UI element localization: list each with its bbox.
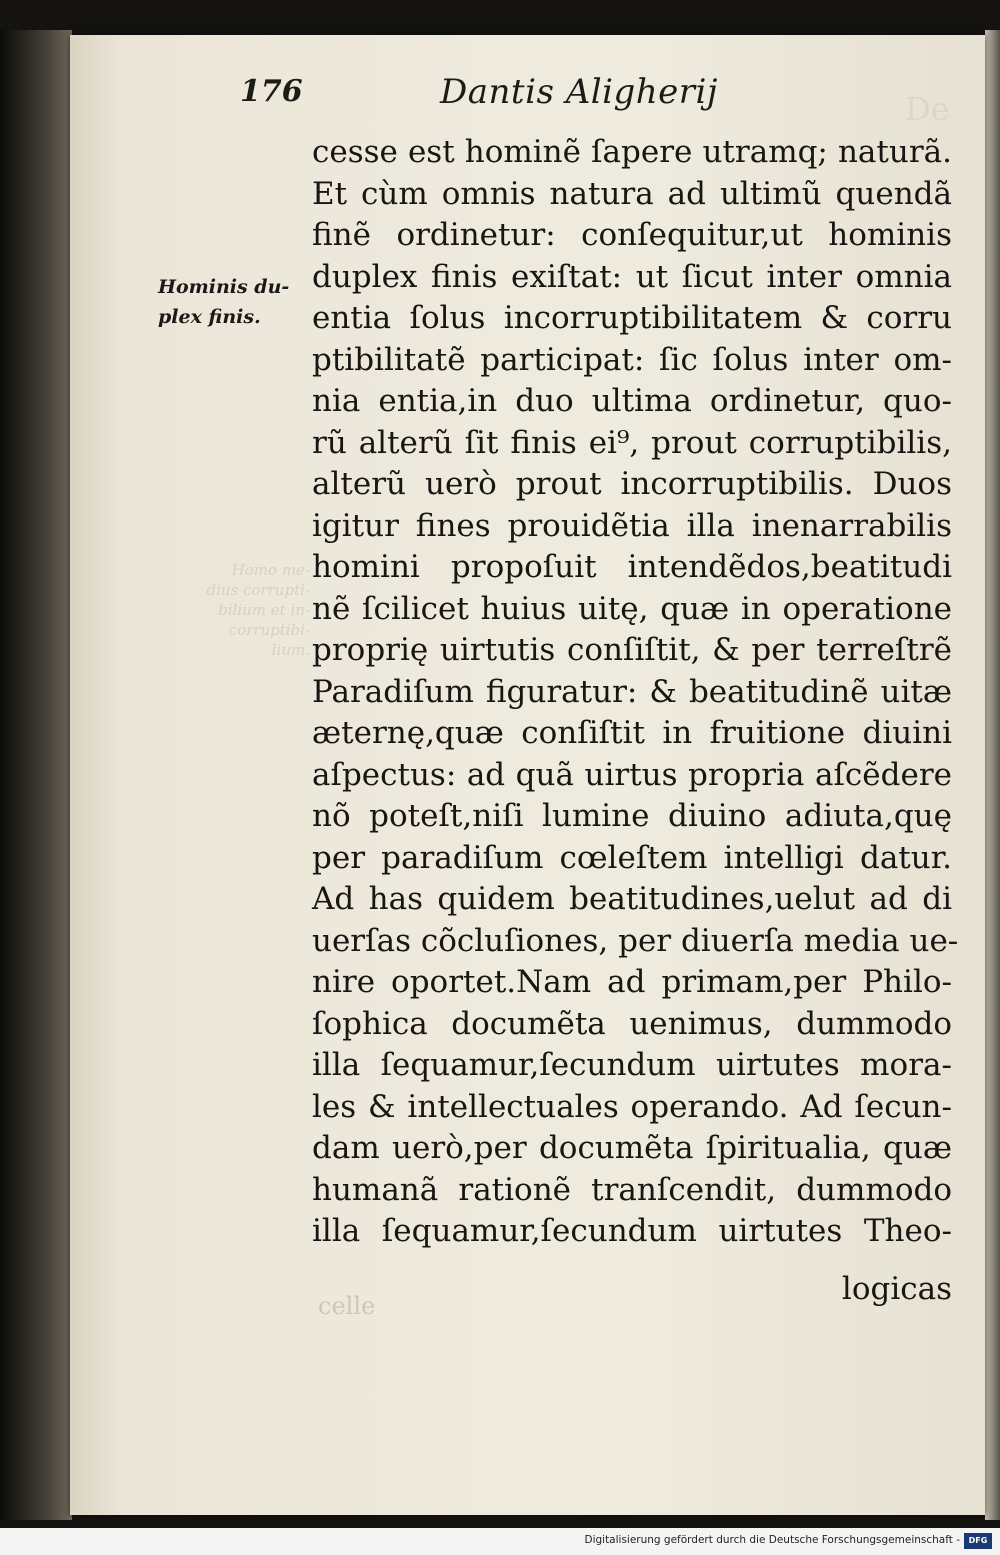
text-line: illa ſequamur,ſecundum uirtutes Theo- [312, 1213, 952, 1249]
catchword: logicas [841, 1270, 952, 1307]
text-line: uerſas cõcluſiones, per diuerſa media ue- [312, 922, 959, 959]
text-line: proprię uirtutis conſiſtit, & per terreſtrẽ [312, 632, 952, 668]
bleed-through-top: De [905, 90, 950, 128]
text-line: per paradiſum cœleſtem intelligi datur. [312, 839, 952, 876]
text-line: finẽ ordinetur: conſequitur,ut hominis [312, 217, 952, 253]
text-line: duplex finis exiſtat: ut ſicut inter omnia [312, 258, 952, 295]
text-line: humanã rationẽ tranſcendit, dummodo [312, 1171, 952, 1208]
text-line: nia entia,in duo ultima ordinetur, quo- [312, 383, 952, 419]
page-header [240, 68, 890, 124]
body-text [312, 132, 959, 1310]
text-line: homini propoſuit intendẽdos,beatitudi [312, 549, 952, 585]
text-line: ſophica documẽta uenimus, dummodo [312, 1005, 952, 1042]
text-line: cesse est hominẽ ſapere utramq; naturã. [312, 134, 952, 170]
text-line: alterũ uerò prout incorruptibilis. Duos [312, 466, 952, 502]
text-line: igitur fines prouidẽtia illa inenarrabilis [312, 507, 952, 544]
text-line: illa ſequamur,ſecundum uirtutes mora- [312, 1047, 952, 1083]
text-line: nẽ ſcilicet huius uitę, quæ in operatione [312, 590, 952, 627]
text-line: ptibilitatẽ participat: ſic ſolus inter om- [312, 341, 952, 378]
page-number: 176 [240, 74, 303, 109]
text-line: aſpectus: ad quã uirtus propria aſcẽdere [312, 756, 952, 793]
text-line: rũ alterũ ſit finis ei⁹, prout corruptibilis, [312, 424, 952, 461]
marginal-note-line: Hominis du- [158, 276, 290, 298]
text-line: Paradiſum figuratur: & beatitudinẽ uitæ [312, 673, 952, 710]
book-spine [0, 30, 72, 1520]
marginal-note [158, 272, 298, 332]
bleed-through-bottom: celle [318, 1292, 376, 1320]
text-line: entia ſolus incorruptibilitatem & corru [312, 300, 952, 336]
text-line: Et cùm omnis natura ad ultimũ quendã [312, 175, 952, 212]
text-line: les & intellectuales operando. Ad ſecun- [312, 1088, 952, 1125]
footer-credit: Digitalisierung gefördert durch die Deutsche Forschungsgemeinschaft - [584, 1534, 960, 1546]
text-line: æternę,quæ conſiſtit in fruitione diuini [312, 715, 952, 751]
marginal-note-line: plex finis. [158, 306, 261, 328]
text-line: nire oportet.Nam ad primam,per Philo- [312, 964, 952, 1000]
footer-bar [0, 1528, 1000, 1555]
page-edge [985, 30, 1000, 1520]
text-line: dam uerò,per documẽta ſpiritualia, quæ [312, 1130, 952, 1166]
dfg-logo-icon: DFG [964, 1533, 992, 1549]
text-line: Ad has quidem beatitudines,uelut ad di [312, 881, 952, 917]
running-head: Dantis Aligherij [440, 72, 718, 112]
text-line: nõ poteſt,niſi lumine diuino adiuta,quę [312, 798, 952, 834]
bleed-through-margin: Homo me- dius corrupti- bilium et in- corruptibi- lium. [206, 561, 310, 659]
